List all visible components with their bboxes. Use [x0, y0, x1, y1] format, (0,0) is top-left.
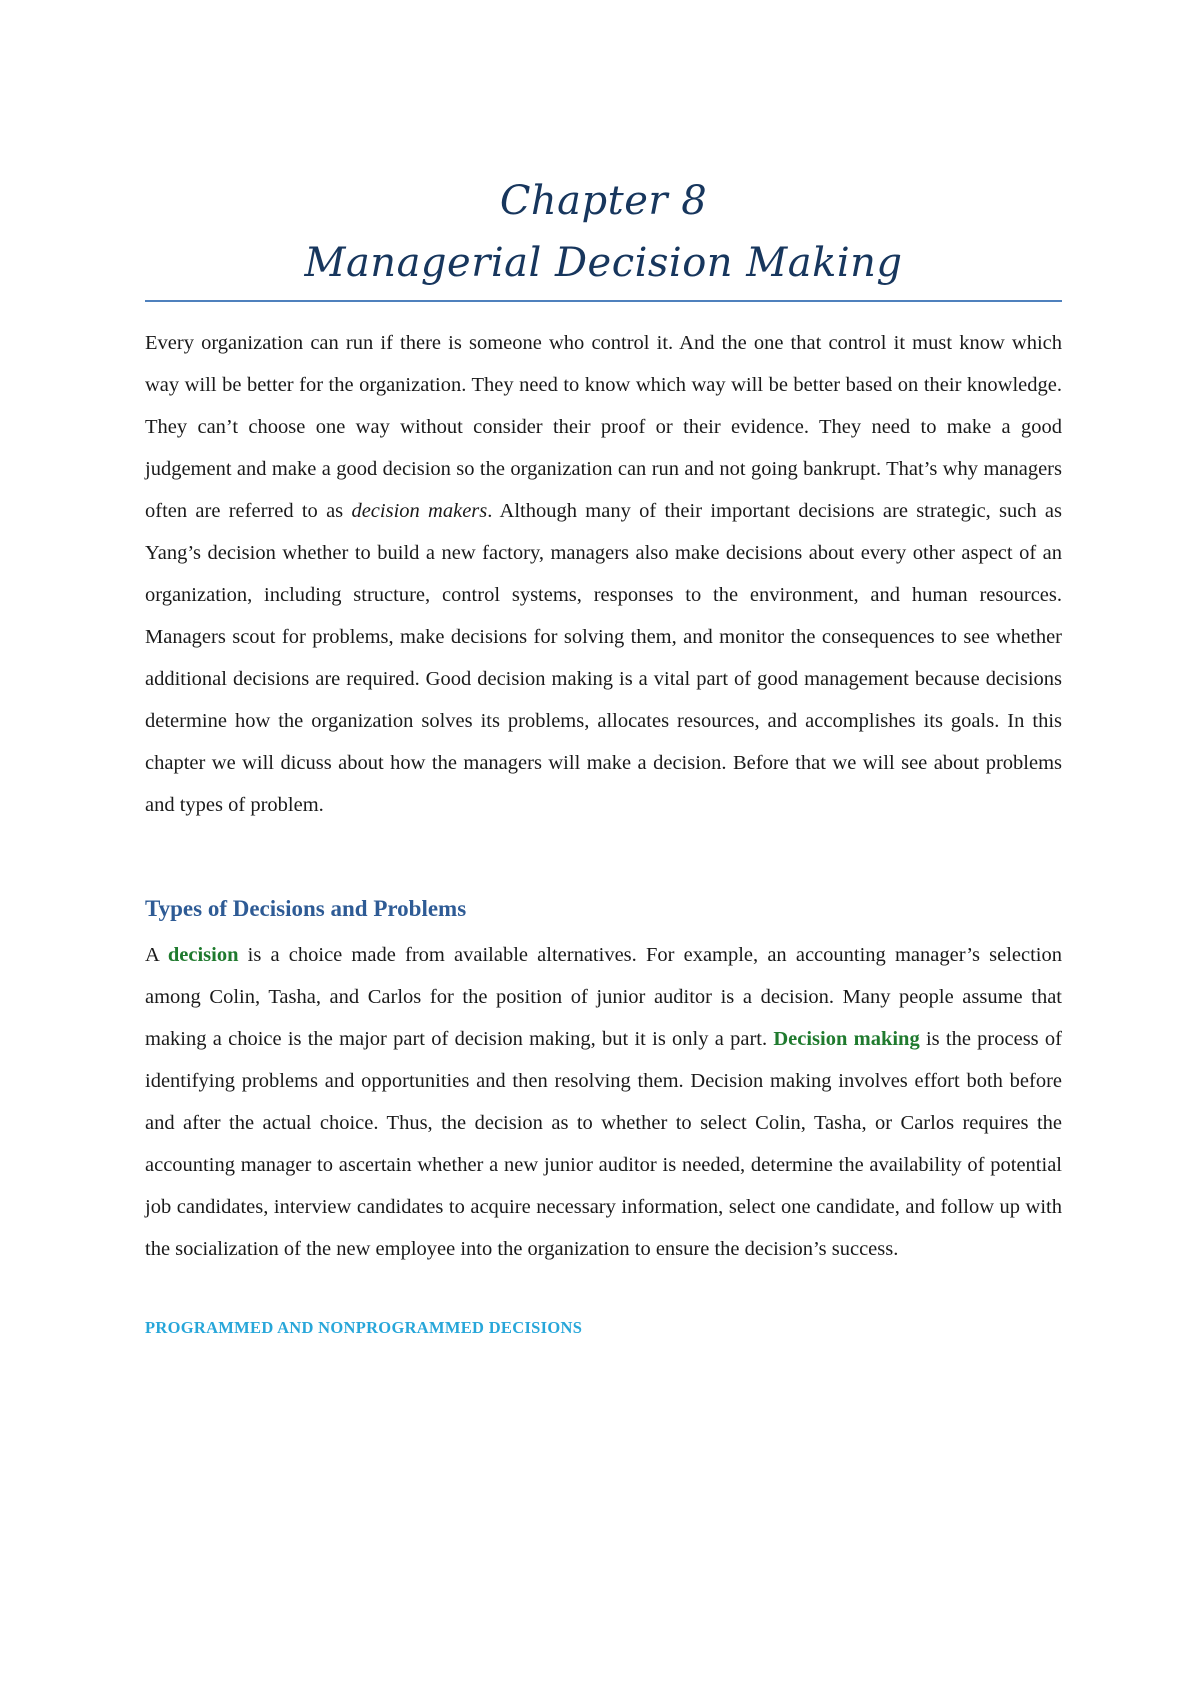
document-page: [145, 170, 1062, 1342]
intro-text-1: Every organization can run if there is someone who control it. And the one that control it must know which way will be better for the organization. They need to know which way will be better based on their knowledge. They can’t choose one way without consider their proof or their evidence. They need to make a good judgement and make a good decision so the organization can run and not going bankrupt. That’s why managers often are referred to as: [145, 332, 1062, 522]
chapter-title: [145, 170, 1062, 294]
section-text-1: A: [145, 944, 168, 966]
subsection-heading: PROGRAMMED AND NONPROGRAMMED DECISIONS: [145, 1318, 583, 1337]
keyword-decision-making: Decision making: [773, 1028, 920, 1050]
section-text-2: is a choice made from available alternatives. For example, an accounting manager’s selection among Colin, Tasha, and Carlos for the position of junior auditor is a decision. Many people assume that making a choice is the major part of decision making, but it is only a part.: [145, 944, 1062, 1050]
intro-paragraph: [145, 322, 1062, 826]
section-text-3: is the process of identifying problems and opportunities and then resolving them. Decision making involves effort both before and after the actual choice. Thus, the decision as to whether to select Colin, Tasha, or Carlos requires the accounting manager to ascertain whether a new junior auditor is needed, determine the availability of potential job candidates, interview candidates to acquire necessary information, select one candidate, and follow up with the socialization of the new employee into the organization to ensure the decision’s success.: [145, 1028, 1062, 1260]
title-divider: [145, 300, 1062, 302]
keyword-decision: decision: [167, 944, 239, 966]
section-paragraph: [145, 934, 1062, 1270]
chapter-name: Managerial Decision Making: [304, 240, 903, 286]
chapter-number: Chapter 8: [499, 178, 708, 224]
intro-italic-term: decision makers: [351, 500, 488, 522]
section-heading: Types of Decisions and Problems: [145, 896, 467, 921]
intro-text-2: . Although many of their important decisions are strategic, such as Yang’s decision whether to build a new factory, managers also make decisions about every other aspect of an organization, including structure, control systems, responses to the environment, and human resources. Managers scout for problems, make decisions for solving them, and monitor the consequences to see whether additional decisions are required. Good decision making is a vital part of good management because decisions determine how the organization solves its problems, allocates resources, and accomplishes its goals. In this chapter we will dicuss about how the managers will make a decision. Before that we will see about problems and types of problem.: [145, 500, 1062, 816]
